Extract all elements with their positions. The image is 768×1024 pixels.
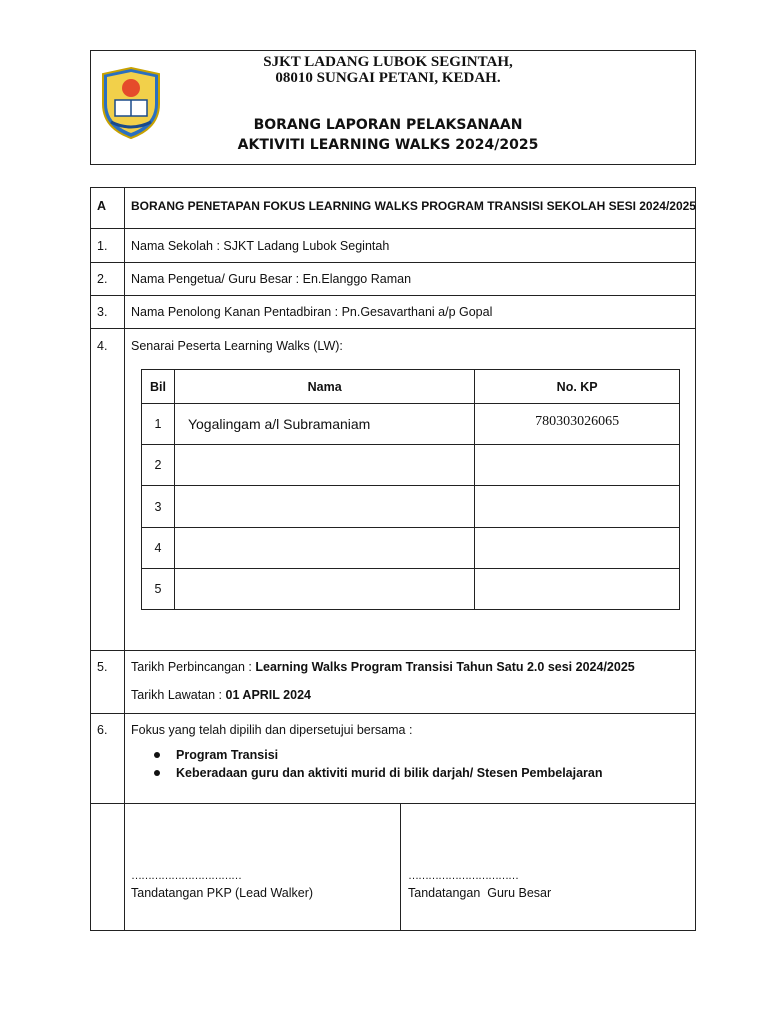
row-nama: Yogalingam a/l Subramaniam: [174, 404, 474, 445]
section-id: A: [97, 199, 107, 213]
signature-divider: [400, 803, 401, 931]
bullet-dot-icon: [154, 752, 160, 758]
headmaster-field: Nama Pengetua/ Guru Besar : En.Elanggo Raman: [131, 272, 412, 286]
row-nama[interactable]: [174, 569, 474, 610]
row-divider: [90, 803, 696, 804]
row-no-kp[interactable]: [475, 486, 680, 528]
signature-line-guru-besar: ……………………………: [408, 870, 518, 882]
focus-bullet-item: [154, 748, 278, 762]
table-row: [142, 445, 680, 486]
table-border-right: [695, 187, 696, 931]
signature-label-guru-besar: Tandatangan Guru Besar: [408, 886, 552, 900]
form-title-line1: BORANG LAPORAN PELAKSANAAN: [253, 117, 523, 133]
row-nama[interactable]: [174, 528, 474, 569]
row-divider: [90, 328, 696, 329]
row-nama[interactable]: [174, 445, 474, 486]
header-no-kp: No. KP: [475, 370, 680, 404]
school-logo: [97, 66, 165, 140]
row-divider: [90, 295, 696, 296]
school-name: [200, 54, 576, 86]
focus-bullet-text: Program Transisi: [176, 748, 279, 762]
row-bil: 2: [142, 445, 175, 486]
section-title: BORANG PENETAPAN FOKUS LEARNING WALKS PROGRAM TRANSISI SEKOLAH SESI 2024/2025: [131, 199, 696, 213]
header-nama: Nama: [174, 370, 474, 404]
table-row: [142, 569, 680, 610]
school-name-line1: SJKT LADANG LUBOK SEGINTAH,: [263, 54, 513, 70]
signature-line-pkp: ……………………………: [131, 870, 241, 882]
bullet-dot-icon: [154, 770, 160, 776]
row-nama[interactable]: [174, 486, 474, 528]
row-number: 5.: [97, 660, 108, 674]
row-no-kp[interactable]: [475, 445, 680, 486]
row-divider: [90, 713, 696, 714]
form-title: [200, 115, 576, 155]
discussion-date-value: Learning Walks Program Transisi Tahun Satu 2.0 sesi 2024/2025: [255, 660, 635, 674]
table-border-left: [90, 187, 91, 931]
form-title-line2: AKTIVITI LEARNING WALKS 2024/2025: [237, 137, 539, 153]
table-border-bottom: [90, 930, 696, 931]
visit-date-value: 01 APRIL 2024: [225, 688, 311, 702]
school-name-field: Nama Sekolah : SJKT Ladang Lubok Segintah: [131, 239, 390, 253]
focus-label: Fokus yang telah dipilih dan dipersetujui bersama :: [131, 723, 413, 737]
row-bil: 1: [142, 404, 175, 445]
focus-bullet-text: Keberadaan guru dan aktiviti murid di bilik darjah/ Stesen Pembelajaran: [176, 766, 603, 780]
row-number: 3.: [97, 305, 108, 319]
row-no-kp: 780303026065: [475, 404, 680, 445]
header-bil: Bil: [142, 370, 175, 404]
row-divider: [90, 262, 696, 263]
row-number: 2.: [97, 272, 108, 286]
visit-date-label: Tarikh Lawatan :: [131, 688, 226, 702]
row-number: 6.: [97, 723, 108, 737]
table-row: [142, 528, 680, 569]
row-number: 4.: [97, 339, 108, 353]
participants-label: Senarai Peserta Learning Walks (LW):: [131, 339, 343, 353]
table-row: [142, 404, 680, 445]
assistant-principal-field: Nama Penolong Kanan Pentadbiran : Pn.Gesavarthani a/p Gopal: [131, 305, 493, 319]
row-divider: [90, 228, 696, 229]
table-border-top: [90, 187, 696, 188]
row-bil: 4: [142, 528, 175, 569]
focus-bullet-item: [154, 766, 603, 780]
participants-table: [141, 369, 680, 610]
signature-label-pkp: Tandatangan PKP (Lead Walker): [131, 886, 314, 900]
visit-date-line: [131, 687, 311, 703]
row-number: 1.: [97, 239, 108, 253]
row-no-kp[interactable]: [475, 569, 680, 610]
discussion-date-label: Tarikh Perbincangan :: [131, 660, 256, 674]
row-divider: [90, 650, 696, 651]
discussion-date-line: [131, 659, 635, 675]
row-no-kp[interactable]: [475, 528, 680, 569]
table-row: [142, 486, 680, 528]
school-address-line2: 08010 SUNGAI PETANI, KEDAH.: [275, 70, 501, 86]
table-header-row: [142, 370, 680, 404]
row-bil: 3: [142, 486, 175, 528]
row-bil: 5: [142, 569, 175, 610]
table-column-divider: [124, 187, 125, 931]
